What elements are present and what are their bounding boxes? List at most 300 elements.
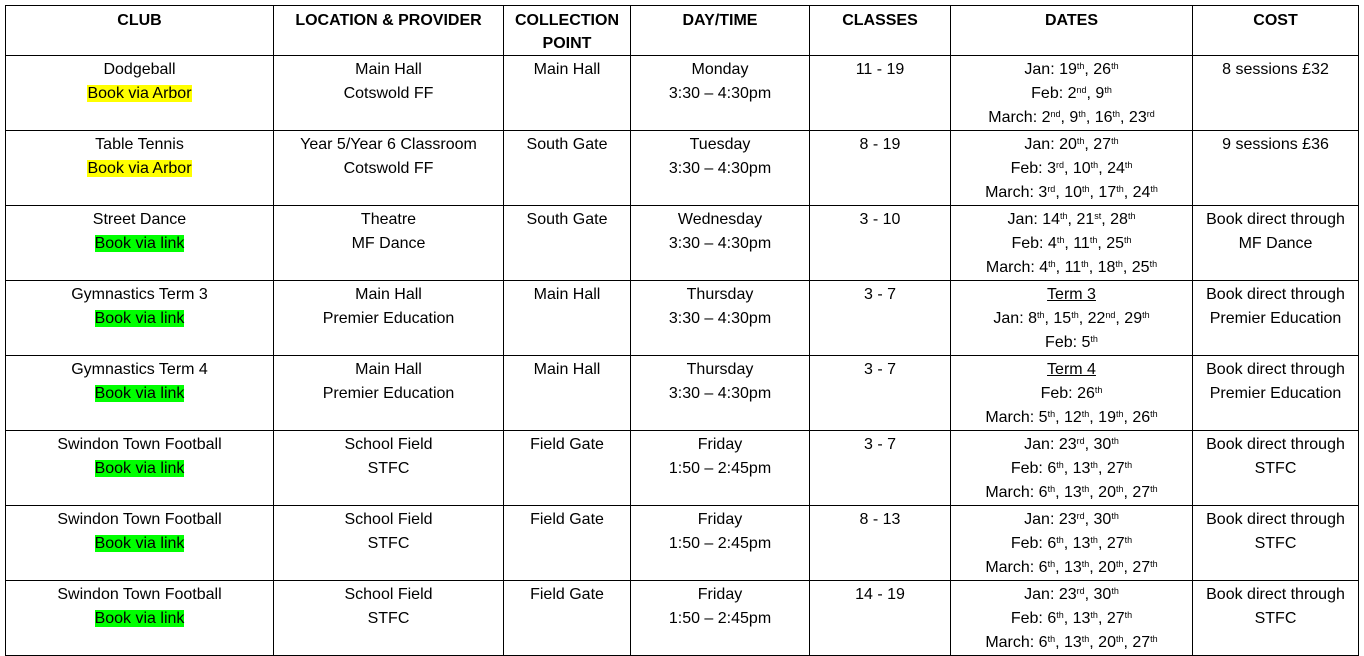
header-row [6, 6, 1359, 56]
date-suffix: rd [1146, 109, 1155, 119]
date-separator: , [1101, 211, 1111, 228]
term-label [955, 358, 1188, 382]
day-time-cell [631, 506, 810, 581]
date-separator: , [1097, 610, 1107, 627]
date-suffix: rd [1076, 511, 1085, 521]
date-month: Jan: [1024, 511, 1059, 528]
club-cell [6, 581, 274, 656]
booking-line [10, 532, 269, 556]
club-name: Gymnastics Term 4 [71, 361, 208, 378]
date-suffix: th [1060, 211, 1068, 221]
club-name: Swindon Town Football [57, 436, 222, 453]
date-month: Jan: [1024, 436, 1059, 453]
date-day: 6 [1047, 460, 1057, 477]
date-month: March: [985, 484, 1039, 501]
date-month: March: [985, 559, 1039, 576]
date-day: 26 [1132, 409, 1151, 426]
table-row [6, 431, 1359, 506]
classes-cell: 11 - 19 [810, 56, 951, 131]
date-suffix: th [1047, 484, 1056, 494]
booking-line [10, 157, 269, 181]
location-name: Year 5/Year 6 Classroom [300, 136, 477, 153]
date-separator: , [1055, 559, 1064, 576]
date-suffix: th [1111, 511, 1119, 521]
date-line [955, 331, 1188, 355]
dates-cell [951, 506, 1193, 581]
date-month: March: [985, 409, 1039, 426]
date-line [955, 457, 1188, 481]
date-separator: , [1084, 436, 1094, 453]
date-day: 25 [1106, 235, 1125, 252]
dates-cell [951, 581, 1193, 656]
date-day: 24 [1107, 160, 1125, 177]
date-suffix: th [1090, 334, 1098, 344]
dates-cell [951, 206, 1193, 281]
date-day: 19 [1059, 61, 1077, 78]
date-separator: , [1063, 535, 1073, 552]
date-suffix: th [1056, 235, 1065, 245]
date-separator: , [1122, 259, 1132, 276]
date-separator: , [1084, 136, 1094, 153]
date-separator: , [1086, 85, 1096, 102]
date-separator: , [1115, 310, 1125, 327]
date-line [955, 481, 1188, 505]
location-name: Theatre [360, 211, 417, 228]
date-day: 21 [1076, 211, 1095, 228]
collection-point-cell: Field Gate [504, 431, 631, 506]
club-cell [6, 506, 274, 581]
date-suffix: th [1124, 460, 1133, 470]
date-line [955, 82, 1188, 106]
date-suffix: th [1081, 559, 1090, 569]
table-header [6, 6, 1359, 56]
date-day: 14 [1042, 211, 1061, 228]
date-separator: , [1055, 184, 1065, 201]
club-name: Dodgeball [103, 61, 176, 78]
date-line [955, 406, 1188, 430]
date-day: 20 [1059, 136, 1077, 153]
date-day: 11 [1064, 259, 1082, 276]
date-separator: , [1123, 634, 1133, 651]
club-cell [6, 431, 274, 506]
classes-cell: 3 - 7 [810, 356, 951, 431]
date-suffix: th [1081, 634, 1090, 644]
date-suffix: th [1078, 109, 1086, 119]
collection-point-cell: South Gate [504, 206, 631, 281]
date-separator: , [1089, 184, 1099, 201]
date-separator: , [1089, 409, 1099, 426]
time-range: 3:30 – 4:30pm [668, 85, 772, 102]
cost-cell: Book direct through Premier Education [1193, 281, 1359, 356]
location-cell [274, 431, 504, 506]
date-suffix: th [1111, 136, 1119, 146]
day-name: Friday [697, 511, 743, 528]
dates-cell [951, 281, 1193, 356]
date-day: 10 [1072, 160, 1091, 177]
club-name: Swindon Town Football [57, 511, 222, 528]
date-suffix: th [1048, 259, 1056, 269]
date-separator: , [1044, 310, 1054, 327]
table-row [6, 206, 1359, 281]
date-day: 12 [1063, 409, 1082, 426]
date-suffix: th [1115, 484, 1124, 494]
table-row [6, 281, 1359, 356]
date-day: 27 [1093, 136, 1112, 153]
date-suffix: th [1124, 535, 1133, 545]
date-day: 13 [1072, 610, 1091, 627]
provider-name: Cotswold FF [343, 85, 434, 102]
date-day: 6 [1047, 535, 1057, 552]
date-day: 6 [1047, 610, 1057, 627]
date-day: 9 [1095, 85, 1105, 102]
date-line [955, 382, 1188, 406]
date-suffix: th [1111, 61, 1119, 71]
provider-name: MF Dance [351, 235, 426, 252]
date-day: 29 [1124, 310, 1143, 327]
date-suffix: th [1124, 610, 1133, 620]
classes-cell: 14 - 19 [810, 581, 951, 656]
date-suffix: th [1115, 634, 1124, 644]
time-range: 3:30 – 4:30pm [668, 385, 772, 402]
date-day: 27 [1106, 460, 1125, 477]
date-month: Feb: [1010, 460, 1048, 477]
booking-link[interactable]: Book via link [94, 460, 185, 477]
date-suffix: th [1076, 136, 1085, 146]
table-body [6, 56, 1359, 656]
date-day: 13 [1063, 484, 1082, 501]
date-day: 23 [1128, 109, 1147, 126]
date-month: March: [985, 184, 1039, 201]
date-line [955, 556, 1188, 580]
date-month: Jan: [1024, 136, 1060, 153]
date-day: 3 [1047, 160, 1056, 177]
location-name: School Field [344, 511, 433, 528]
date-day: 8 [1028, 310, 1037, 327]
term-text: Term 4 [1047, 361, 1096, 378]
date-suffix: th [1089, 235, 1098, 245]
date-separator: , [1088, 259, 1098, 276]
day-name: Thursday [686, 286, 754, 303]
cost-cell: Book direct through STFC [1193, 431, 1359, 506]
day-time-cell [631, 281, 810, 356]
date-day: 20 [1098, 559, 1116, 576]
provider-name: STFC [367, 610, 410, 627]
date-day: 18 [1097, 259, 1116, 276]
cost-cell: Book direct through STFC [1193, 506, 1359, 581]
date-day: 9 [1069, 109, 1079, 126]
provider-name: Premier Education [322, 310, 455, 327]
date-suffix: th [1094, 385, 1103, 395]
date-suffix: th [1150, 634, 1158, 644]
clubs-table [5, 5, 1359, 656]
date-day: 30 [1093, 436, 1112, 453]
date-suffix: th [1104, 85, 1112, 95]
time-range: 3:30 – 4:30pm [668, 310, 772, 327]
date-separator: , [1067, 211, 1077, 228]
date-day: 3 [1038, 184, 1048, 201]
date-suffix: th [1081, 409, 1090, 419]
date-day: 28 [1110, 211, 1128, 228]
date-day: 19 [1098, 409, 1116, 426]
term-text: Term 3 [1047, 286, 1096, 303]
date-suffix: th [1150, 409, 1158, 419]
booking-line [10, 82, 269, 106]
collection-point-cell: Field Gate [504, 506, 631, 581]
booking-line [10, 232, 269, 256]
date-day: 27 [1106, 535, 1125, 552]
date-suffix: nd [1050, 109, 1061, 119]
date-day: 17 [1098, 184, 1117, 201]
club-cell [6, 131, 274, 206]
table-row [6, 506, 1359, 581]
date-separator: , [1084, 511, 1094, 528]
date-month: March: [985, 634, 1039, 651]
booking-link[interactable]: Book via link [94, 310, 185, 327]
location-name: Main Hall [355, 61, 422, 78]
date-suffix: th [1036, 310, 1045, 320]
date-suffix: th [1081, 484, 1090, 494]
date-suffix: th [1056, 610, 1064, 620]
date-separator: , [1123, 484, 1133, 501]
club-name: Gymnastics Term 3 [71, 286, 208, 303]
date-month: Jan: [993, 310, 1029, 327]
date-suffix: th [1124, 160, 1133, 170]
club-cell [6, 206, 274, 281]
date-suffix: rd [1076, 586, 1085, 596]
date-suffix: rd [1055, 160, 1064, 170]
date-suffix: th [1150, 484, 1158, 494]
booking-line [10, 607, 269, 631]
club-name: Street Dance [92, 211, 187, 228]
date-month: Jan: [1007, 211, 1043, 228]
booking-line [10, 307, 269, 331]
date-line [955, 307, 1188, 331]
date-suffix: th [1076, 61, 1085, 71]
date-month: Jan: [1024, 61, 1060, 78]
date-separator: , [1123, 409, 1133, 426]
date-day: 26 [1093, 61, 1112, 78]
date-separator: , [1060, 109, 1070, 126]
date-day: 26 [1077, 385, 1095, 402]
location-cell [274, 581, 504, 656]
date-day: 30 [1093, 511, 1112, 528]
date-suffix: rd [1047, 184, 1056, 194]
date-day: 13 [1072, 535, 1091, 552]
date-line [955, 208, 1188, 232]
date-suffix: th [1081, 259, 1089, 269]
date-day: 6 [1038, 634, 1048, 651]
date-separator: , [1055, 259, 1065, 276]
date-line [955, 133, 1188, 157]
date-day: 20 [1098, 634, 1116, 651]
date-suffix: th [1111, 436, 1119, 446]
date-separator: , [1085, 109, 1095, 126]
date-day: 27 [1132, 484, 1151, 501]
date-month: Feb: [1010, 535, 1048, 552]
date-month: March: [985, 259, 1040, 276]
header-dates: DATES [951, 6, 1193, 56]
booking-link[interactable]: Book via link [94, 385, 185, 402]
date-line [955, 631, 1188, 655]
date-separator: , [1120, 109, 1129, 126]
date-separator: , [1097, 460, 1107, 477]
day-time-cell [631, 56, 810, 131]
date-separator: , [1123, 559, 1133, 576]
day-name: Wednesday [677, 211, 763, 228]
date-line [955, 106, 1188, 130]
date-suffix: nd [1076, 85, 1087, 95]
collection-point-cell: Field Gate [504, 581, 631, 656]
date-day: 16 [1094, 109, 1113, 126]
date-separator: , [1084, 586, 1094, 603]
date-separator: , [1064, 235, 1074, 252]
provider-name: Cotswold FF [343, 160, 434, 177]
date-suffix: th [1090, 535, 1098, 545]
club-name: Table Tennis [95, 136, 184, 153]
date-day: 27 [1106, 610, 1125, 627]
booking-link[interactable]: Book via Arbor [87, 160, 192, 177]
date-month: Feb: [1010, 160, 1048, 177]
date-separator: , [1089, 559, 1099, 576]
dates-cell [951, 431, 1193, 506]
date-separator: , [1055, 634, 1064, 651]
location-name: Main Hall [355, 361, 422, 378]
date-separator: , [1097, 535, 1107, 552]
header-classes: CLASSES [810, 6, 951, 56]
date-suffix: th [1056, 535, 1064, 545]
collection-point-cell: Main Hall [504, 281, 631, 356]
classes-cell: 8 - 13 [810, 506, 951, 581]
date-separator: , [1123, 184, 1133, 201]
date-suffix: th [1112, 109, 1121, 119]
time-range: 1:50 – 2:45pm [668, 535, 772, 552]
location-cell [274, 281, 504, 356]
date-day: 5 [1081, 334, 1091, 351]
provider-name: Premier Education [322, 385, 455, 402]
date-separator: , [1063, 610, 1073, 627]
table-row [6, 581, 1359, 656]
time-range: 3:30 – 4:30pm [668, 160, 772, 177]
day-name: Friday [697, 436, 743, 453]
day-name: Tuesday [689, 136, 751, 153]
date-line [955, 256, 1188, 280]
date-day: 6 [1038, 559, 1048, 576]
header-cost: COST [1193, 6, 1359, 56]
booking-link[interactable]: Book via Arbor [87, 85, 192, 102]
booking-link[interactable]: Book via link [94, 610, 185, 627]
date-line [955, 607, 1188, 631]
date-suffix: th [1056, 460, 1064, 470]
date-day: 23 [1058, 511, 1077, 528]
date-day: 4 [1039, 259, 1049, 276]
date-day: 27 [1132, 634, 1151, 651]
date-day: 25 [1131, 259, 1150, 276]
date-suffix: th [1115, 259, 1123, 269]
booking-link[interactable]: Book via link [94, 535, 185, 552]
date-suffix: th [1047, 634, 1056, 644]
date-day: 13 [1063, 634, 1082, 651]
booking-link[interactable]: Book via link [94, 235, 185, 252]
date-line [955, 433, 1188, 457]
date-day: 11 [1073, 235, 1090, 252]
time-range: 1:50 – 2:45pm [668, 460, 772, 477]
date-day: 6 [1038, 484, 1048, 501]
date-separator: , [1063, 460, 1073, 477]
date-suffix: th [1115, 409, 1124, 419]
date-suffix: th [1047, 409, 1056, 419]
date-suffix: th [1090, 460, 1098, 470]
location-cell [274, 131, 504, 206]
term-label [955, 283, 1188, 307]
date-suffix: th [1111, 586, 1119, 596]
dates-cell [951, 131, 1193, 206]
table-row [6, 356, 1359, 431]
day-name: Friday [697, 586, 743, 603]
club-cell [6, 281, 274, 356]
date-month: Feb: [1011, 235, 1048, 252]
date-month: Feb: [1031, 85, 1068, 102]
day-name: Thursday [686, 361, 754, 378]
location-cell [274, 506, 504, 581]
date-separator: , [1089, 634, 1099, 651]
header-day-time: DAY/TIME [631, 6, 810, 56]
date-separator: , [1055, 484, 1064, 501]
classes-cell: 3 - 7 [810, 281, 951, 356]
provider-name: STFC [367, 460, 410, 477]
date-suffix: th [1071, 310, 1079, 320]
time-range: 3:30 – 4:30pm [668, 235, 772, 252]
dates-cell [951, 56, 1193, 131]
date-line [955, 532, 1188, 556]
date-month: Jan: [1024, 586, 1059, 603]
club-name: Swindon Town Football [57, 586, 222, 603]
date-suffix: th [1149, 259, 1158, 269]
date-day: 30 [1093, 586, 1112, 603]
date-day: 13 [1063, 559, 1082, 576]
date-suffix: th [1082, 184, 1090, 194]
classes-cell: 8 - 19 [810, 131, 951, 206]
date-suffix: th [1090, 610, 1098, 620]
date-suffix: th [1150, 559, 1158, 569]
date-separator: , [1078, 310, 1088, 327]
date-day: 13 [1072, 460, 1091, 477]
day-time-cell [631, 356, 810, 431]
cost-cell: 8 sessions £32 [1193, 56, 1359, 131]
booking-line [10, 457, 269, 481]
location-cell [274, 206, 504, 281]
location-cell [274, 356, 504, 431]
date-line [955, 58, 1188, 82]
day-name: Monday [691, 61, 749, 78]
date-suffix: th [1127, 211, 1136, 221]
date-suffix: nd [1105, 310, 1116, 320]
date-day: 20 [1098, 484, 1116, 501]
date-day: 10 [1064, 184, 1083, 201]
date-suffix: th [1047, 559, 1056, 569]
location-cell [274, 56, 504, 131]
date-line [955, 508, 1188, 532]
date-month: March: [988, 109, 1042, 126]
date-suffix: st [1094, 211, 1102, 221]
table-row [6, 56, 1359, 131]
date-separator: , [1084, 61, 1094, 78]
club-cell [6, 56, 274, 131]
date-line [955, 583, 1188, 607]
collection-point-cell: Main Hall [504, 356, 631, 431]
cost-cell: Book direct through STFC [1193, 581, 1359, 656]
location-name: School Field [344, 436, 433, 453]
date-suffix: th [1142, 310, 1150, 320]
